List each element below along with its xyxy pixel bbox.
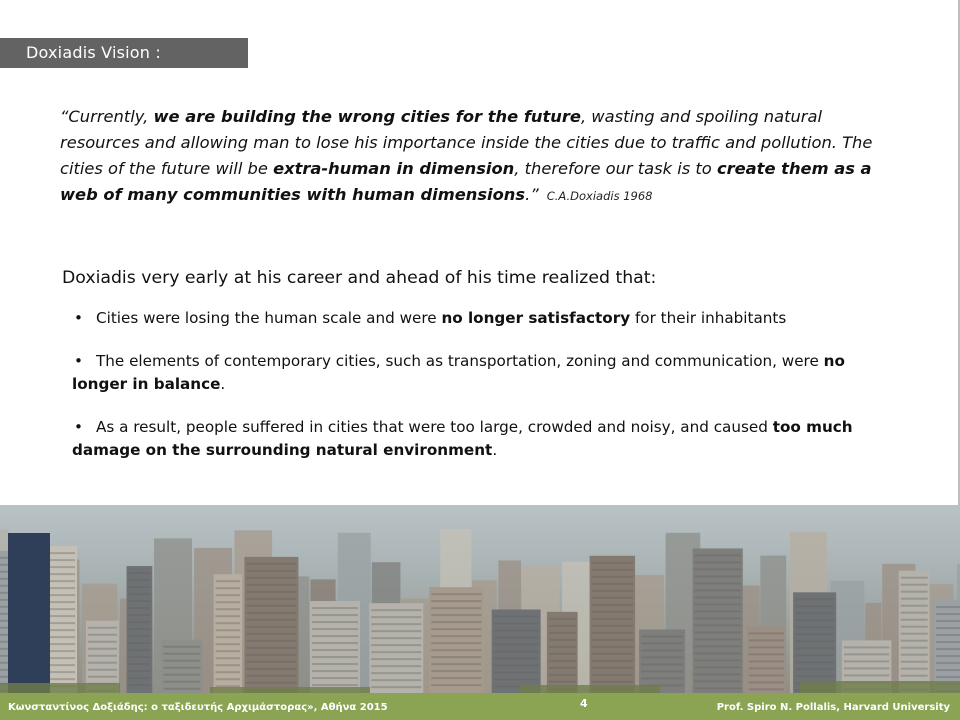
quote-emphasis: we are building the wrong cities for the future [153,107,581,126]
bullet-text: for their inhabitants [630,309,787,327]
building-front [369,603,423,693]
building-front [934,600,960,693]
tree-canopy [0,683,120,693]
bullet-text: As a result, people suffered in cities that were too large, crowded and noisy, and caused [96,418,773,436]
bullet-text: Cities were losing the human scale and were [96,309,442,327]
bullet-text: . [220,375,226,393]
page-number: 4 [580,697,588,710]
bullet-text: . [492,441,498,459]
quote-text: , therefore our task is to [514,159,717,178]
quote-text: , wasting and spoiling natural resources and allowing man to lose his importance inside the cities due to traffic and pollution. The cities of the future will be [60,107,873,178]
footer-presentation-title: Κωνσταντίνος Δοξιάδης: ο ταξιδευτής Αρχιμάστορας», Αθήνα 2015 [8,702,388,713]
quote-text: .” [525,185,539,204]
tree-canopy [520,685,660,693]
footer-author: Prof. Spiro N. Pollalis, Harvard University [716,702,950,713]
building-front [86,621,119,693]
quote-citation: C.A.Doxiadis 1968 [546,189,653,203]
building-front [899,571,930,693]
bullet-text: The elements of contemporary cities, such as transportation, zoning and communication, were [96,352,824,370]
bullet-marker: • [74,352,83,370]
building-front [590,556,636,693]
building-front [244,557,298,693]
building-front [492,609,541,693]
building-front [214,574,242,693]
building-front [547,612,578,693]
intro-sentence: Doxiadis very early at his career and ahead of his time realized that: [62,268,657,288]
building-front [127,566,153,693]
skyline-illustration [0,505,960,693]
bullet-emphasis: no longer in balance [72,352,845,393]
building-front [793,592,836,693]
tree-canopy [800,681,960,693]
bullet-marker: • [74,309,83,327]
city-skyline-photo [0,505,960,693]
building-dark-tower [8,533,50,693]
building-front [161,640,202,693]
bullet-emphasis: too much damage on the surrounding natural environment [72,418,853,459]
list-item [72,416,892,462]
quote-emphasis: create them as a web of many communities with human dimensions [60,159,872,204]
bullet-list [72,307,892,482]
building-front [47,546,77,693]
building-front [310,601,360,693]
slide-title: Doxiadis Vision : [0,38,248,68]
footer-bar [0,693,960,720]
list-item [72,307,892,330]
quote-text: “Currently, [60,107,154,126]
bullet-marker: • [74,418,83,436]
list-item [72,350,892,396]
doxiadis-quote [60,104,880,209]
quote-emphasis: extra-human in dimension [273,159,515,178]
building-front [639,629,685,693]
bullet-emphasis: no longer satisfactory [441,309,631,327]
building-front [693,548,743,693]
building-front [429,587,483,693]
building-front [747,626,786,693]
